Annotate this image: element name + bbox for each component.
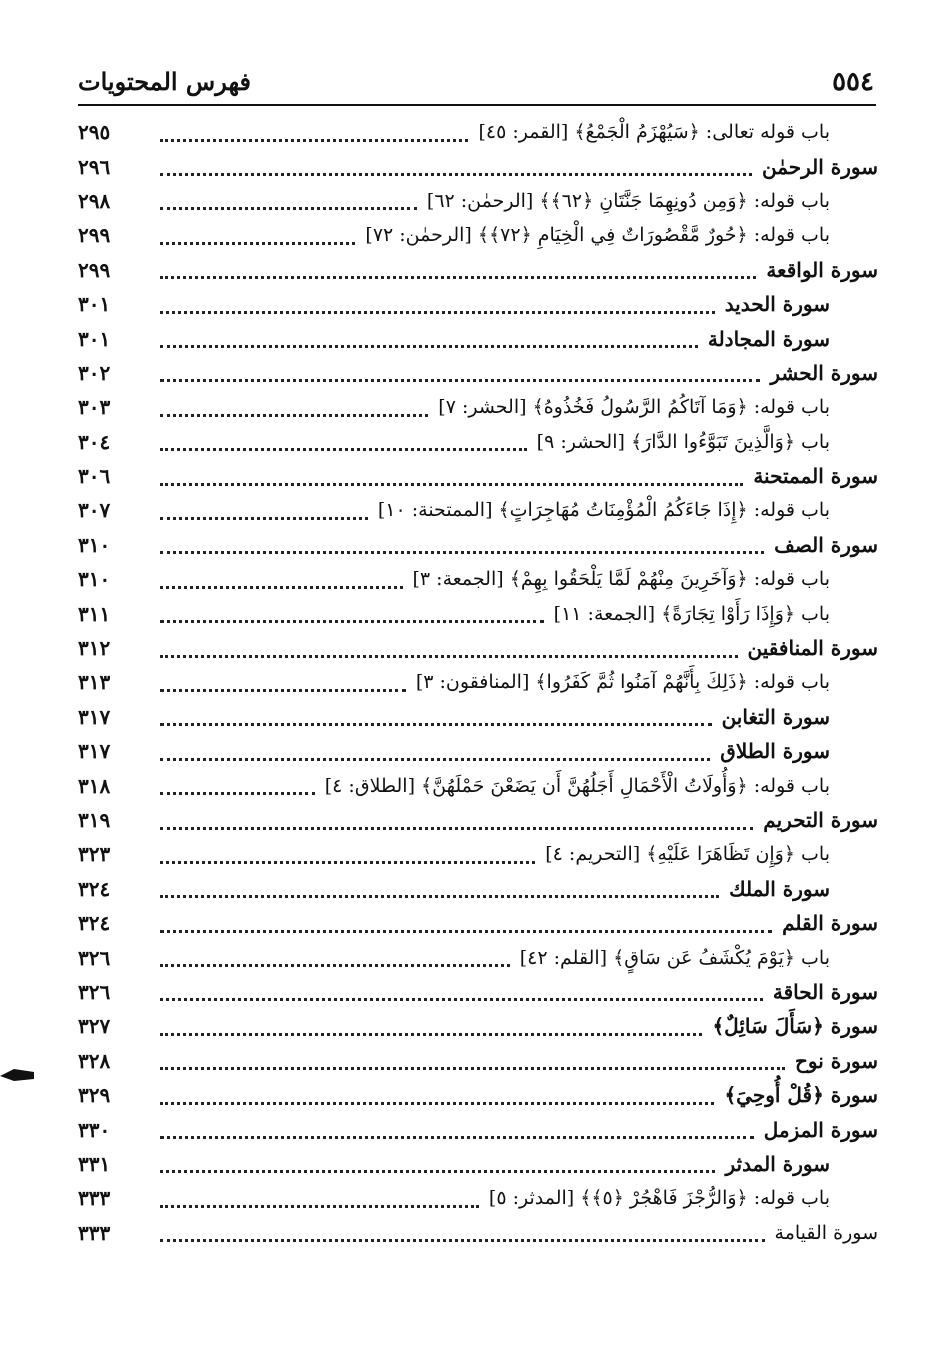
- toc-entry-page: ٣٢٩: [78, 1083, 111, 1108]
- toc-entry: [78, 975, 878, 1009]
- toc-entry: [78, 596, 878, 630]
- toc-entry-title: سورة الرحمٰن: [761, 154, 878, 179]
- toc-entry: [78, 940, 878, 974]
- arrow-marker-icon: [0, 1067, 34, 1083]
- toc-entry: [78, 1009, 878, 1043]
- toc-entry-page: ٣٠٦: [78, 464, 111, 489]
- toc-entry-page: ٣١٨: [78, 773, 111, 798]
- toc-entry-title: سورة المزمل: [763, 1117, 878, 1142]
- toc-entry-title: باب ﴿وَإِذَا رَأَوْا تِجَارَةً﴾ [الجمعة: ١١]: [553, 602, 830, 625]
- toc-entry-title: باب ﴿وَإِن تَظَاهَرَا عَلَيْهِ﴾ [التحريم: ٤]: [545, 843, 830, 866]
- toc-entry-page: ٣١٢: [78, 636, 111, 661]
- toc-entry: [78, 734, 878, 768]
- toc-entry-title: باب قوله: ﴿ذَلِكَ بِأَنَّهُمْ آمَنُوا ثُمَّ كَفَرُوا﴾ [المنافقون: ٣]: [415, 671, 830, 694]
- toc-entry-page: ٣٠٤: [78, 429, 111, 454]
- toc-entry: [78, 253, 878, 287]
- toc-entry-page: ٣٢٤: [78, 911, 111, 936]
- toc-entry: [78, 356, 878, 390]
- dot-leader: [160, 681, 406, 692]
- toc-entry-title: سورة التحريم: [763, 808, 878, 832]
- toc-entry-title: سورة المدثر: [725, 1151, 830, 1176]
- toc-entry-title: باب ﴿يَوْمَ يُكْشَفُ عَن سَاقٍ﴾ [القلم: ٤٢]: [519, 946, 830, 969]
- toc-entry: [78, 1112, 878, 1146]
- toc-entry-page: ٣٠٧: [78, 498, 111, 523]
- toc-entry-title: سورة الممتحنة: [753, 464, 878, 489]
- toc-entry: [78, 149, 878, 183]
- dot-leader: [160, 578, 403, 589]
- dot-leader: [160, 165, 752, 176]
- toc-entry-title: باب قوله تعالى: ﴿سَيُهْزَمُ الْجَمْعُ﴾ [القمر: ٤٥]: [478, 121, 830, 144]
- toc-entry-title: باب قوله: ﴿وَمَا آتَاكُمُ الرَّسُولُ فَخُذُوهُ﴾ [الحشر: ٧]: [438, 396, 830, 419]
- toc-entry-title: باب قوله: ﴿وَالرُّجْزَ فَاهْجُرْ ﴿٥﴾﴾ [المدثر: ٥]: [488, 1187, 830, 1210]
- dot-leader: [160, 750, 710, 761]
- dot-leader: [160, 199, 417, 210]
- dot-leader: [160, 1128, 754, 1139]
- dot-leader: [160, 612, 544, 623]
- toc-entry-page: ٢٩٩: [78, 257, 111, 282]
- toc-entry-title: سورة المجادلة: [707, 326, 830, 351]
- running-title: فهرس المحتويات: [78, 67, 252, 96]
- toc-entry: [78, 803, 878, 837]
- toc-entry-title: باب قوله: ﴿إِذَا جَاءَكُمُ الْمُؤْمِنَاتُ مُهَاجِرَاتٍ﴾ [الممتحنة: ١٠]: [377, 499, 830, 522]
- toc-entry: [78, 528, 878, 562]
- toc-entry-page: ٣١٧: [78, 739, 111, 764]
- toc-entry: [78, 1181, 878, 1215]
- toc-entry-page: ٣٢٧: [78, 1014, 111, 1039]
- dot-leader: [160, 1197, 479, 1208]
- toc-entry: [78, 459, 878, 493]
- toc-entry: [78, 321, 878, 355]
- dot-leader: [160, 1059, 785, 1070]
- toc-entry-page: ٢٩٦: [78, 154, 111, 179]
- toc-entry-page: ٣٢٦: [78, 945, 111, 970]
- toc-entry-title: سورة المنافقين: [747, 636, 878, 661]
- toc-entry: [78, 872, 878, 906]
- table-of-contents: [78, 115, 878, 1250]
- toc-entry: [78, 837, 878, 871]
- dot-leader: [160, 784, 315, 795]
- dot-leader: [160, 371, 760, 382]
- toc-entry: [78, 493, 878, 527]
- toc-entry-page: ٣٠٣: [78, 395, 111, 420]
- dot-leader: [160, 303, 715, 314]
- toc-entry-page: ٣١١: [78, 601, 111, 626]
- toc-entry-title: سورة ﴿سَأَلَ سَائِلٌ﴾: [712, 1014, 878, 1039]
- toc-entry-page: ٣٣٠: [78, 1117, 111, 1142]
- dot-leader: [160, 440, 527, 451]
- toc-entry: [78, 115, 878, 149]
- toc-entry-title: سورة القلم: [782, 911, 878, 936]
- dot-leader: [160, 475, 743, 486]
- toc-entry-page: ٣٠٢: [78, 360, 111, 385]
- toc-entry-title: سورة ﴿قُلْ أُوحِيَ﴾: [724, 1083, 878, 1108]
- dot-leader: [160, 715, 712, 726]
- toc-entry: [78, 768, 878, 802]
- dot-leader: [160, 922, 772, 933]
- toc-entry-page: ٢٩٥: [78, 120, 111, 145]
- toc-entry: [78, 631, 878, 665]
- dot-leader: [160, 990, 763, 1001]
- dot-leader: [160, 406, 428, 417]
- toc-entry-page: ٣٢٨: [78, 1048, 111, 1073]
- dot-leader: [160, 268, 756, 279]
- toc-entry-page: ٢٩٩: [78, 223, 111, 248]
- dot-leader: [160, 1231, 765, 1242]
- toc-entry-title: سورة الواقعة: [766, 257, 878, 282]
- dot-leader: [160, 853, 535, 864]
- dot-leader: [160, 1094, 714, 1105]
- toc-entry-page: ٣٠١: [78, 326, 111, 351]
- toc-entry-page: ٣١٠: [78, 532, 111, 557]
- toc-entry-page: ٣٢٤: [78, 876, 111, 901]
- dot-leader: [160, 234, 355, 245]
- toc-entry-page: ٣١٣: [78, 670, 111, 695]
- toc-entry-page: ٣١٩: [78, 808, 111, 832]
- toc-entry-page: ٣٣٣: [78, 1220, 111, 1245]
- toc-entry: [78, 1216, 878, 1250]
- toc-entry-title: سورة الصف: [774, 532, 878, 557]
- dot-leader: [160, 337, 698, 348]
- dot-leader: [160, 1162, 715, 1173]
- toc-entry: [78, 425, 878, 459]
- toc-entry-title: باب ﴿وَالَّذِينَ تَبَوَّءُوا الدَّارَ﴾ [الحشر: ٩]: [536, 430, 830, 453]
- toc-entry-title: سورة الحاقة: [772, 979, 878, 1004]
- dot-leader: [160, 543, 764, 554]
- toc-entry: [78, 1044, 878, 1078]
- toc-entry: [78, 390, 878, 424]
- toc-entry: [78, 1147, 878, 1181]
- page-header: [78, 64, 874, 104]
- toc-entry-page: ٣٠١: [78, 292, 111, 317]
- toc-entry-title: سورة الطلاق: [720, 739, 830, 764]
- toc-entry-title: باب قوله: ﴿وَمِن دُونِهِمَا جَنَّتَانِ ﴿٦٢﴾﴾ [الرحمٰن: ٦٢]: [426, 189, 830, 212]
- header-rule: [78, 104, 876, 106]
- dot-leader: [160, 956, 510, 967]
- dot-leader: [160, 819, 753, 830]
- toc-entry-page: ٣١٧: [78, 704, 111, 729]
- toc-entry-title: سورة الحديد: [724, 292, 830, 317]
- toc-entry-title: سورة القيامة: [774, 1221, 878, 1244]
- toc-entry-title: باب قوله: ﴿وَآخَرِينَ مِنْهُمْ لَمَّا يَلْحَقُوا بِهِمْ﴾ [الجمعة: ٣]: [412, 568, 830, 591]
- toc-entry-page: ٣٣٣: [78, 1186, 111, 1211]
- toc-entry-page: ٣٣١: [78, 1151, 111, 1176]
- toc-entry: [78, 906, 878, 940]
- toc-entry: [78, 700, 878, 734]
- toc-entry: [78, 665, 878, 699]
- toc-entry-title: سورة الملك: [729, 876, 830, 901]
- toc-entry-page: ٣١٠: [78, 567, 111, 592]
- dot-leader: [160, 131, 468, 142]
- toc-entry: [78, 562, 878, 596]
- toc-entry-title: سورة التغابن: [721, 704, 830, 729]
- toc-entry: [78, 1078, 878, 1112]
- toc-entry: [78, 287, 878, 321]
- dot-leader: [160, 887, 719, 898]
- page-number: ٥٥٤: [832, 67, 874, 97]
- toc-entry-page: ٢٩٨: [78, 188, 111, 213]
- toc-entry-title: سورة نوح: [795, 1048, 878, 1073]
- toc-entry-title: باب قوله: ﴿وَأُولَاتُ الْأَحْمَالِ أَجَلُهُنَّ أَن يَضَعْنَ حَمْلَهُنَّ﴾ [الطلاق: ٤]: [324, 774, 830, 797]
- toc-entry-page: ٣٢٣: [78, 842, 111, 867]
- toc-entry-title: سورة الحشر: [770, 360, 878, 385]
- dot-leader: [160, 647, 738, 658]
- toc-entry-page: ٣٢٦: [78, 979, 111, 1004]
- toc-entry: [78, 184, 878, 218]
- toc-entry: [78, 218, 878, 252]
- toc-entry-title: باب قوله: ﴿حُورٌ مَّقْصُورَاتٌ فِي الْخِيَامِ ﴿٧٢﴾﴾ [الرحمٰن: ٧٢]: [365, 224, 830, 247]
- dot-leader: [160, 509, 368, 520]
- dot-leader: [160, 1025, 702, 1036]
